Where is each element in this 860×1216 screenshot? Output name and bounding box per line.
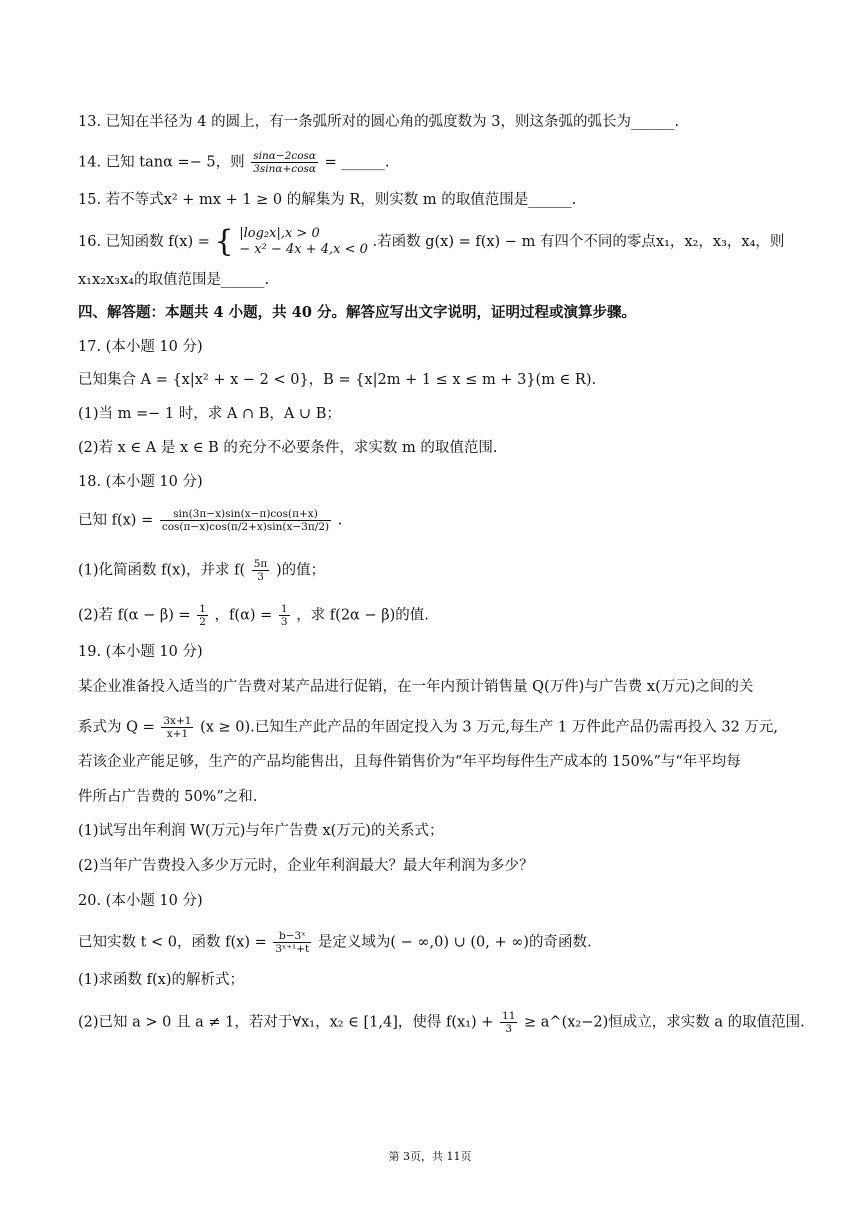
q18-part2: (2)若 f(α − β) = $\frac{1}{2}$ ，f(α) = $\frac{1}{3}$ ，求 f(2α − β)的值. bbox=[78, 603, 429, 628]
q14-fraction: $\frac{\sin\alpha-2\cos\alpha}{3\sin\alpha+\cos\alpha}$ bbox=[253, 150, 316, 175]
question-14: 14. 已知 tanα =− 5，则 $\frac{\sin\alpha-2\cos\alpha}{3\sin\alpha+\cos\alpha}$ = ______. bbox=[78, 150, 390, 175]
q19-part1: (1)试写出年利润 W(万元)与年广告费 x(万元)的关系式； bbox=[78, 823, 444, 839]
q18-fraction: $\frac{\sin(3\pi-x)\sin(x-\pi)\cos(\pi+x)}{\cos(\pi-x)\cos(\pi/2+x)\sin(x-3\pi/2)}$ bbox=[161, 508, 330, 533]
piecewise-cases: |log₂x|,x > 0 − x² − 4x + 4,x < 0 bbox=[239, 226, 368, 257]
q20-heading: 20. (本小题 10 分) bbox=[78, 893, 203, 909]
q20-part2: (2)已知 a > 0 且 a ≠ 1，若对于∀x₁，x₂ ∈ [1,4]，使得 f(x₁) + $\frac{11}{3}$ ≥ a^(x₂−2)恒成立，求实数 a 的取值范围. bbox=[78, 1010, 805, 1035]
q18-part1: (1)化简函数 f(x)，并求 f( $\frac{5\pi}{3}$ )的值； bbox=[78, 558, 326, 583]
question-15: 15. 若不等式x² + mx + 1 ≥ 0 的解集为 R，则实数 m 的取值范围是______. bbox=[78, 192, 577, 208]
question-16: 16. 已知函数 f(x) = { |log₂x|,x > 0 − x² − 4x + 4,x < 0 .若函数 g(x) = f(x) − m 有四个不同的零点x₁，x₂，x₃，x₄，则 bbox=[78, 224, 785, 259]
q17-part2: (2)若 x ∈ A 是 x ∈ B 的充分不必要条件，求实数 m 的取值范围. bbox=[78, 440, 498, 456]
section-4-heading: 四、解答题：本题共 4 小题，共 40 分。解答应写出文字说明，证明过程或演算步骤。 bbox=[78, 304, 636, 321]
q17-heading: 17. (本小题 10 分) bbox=[78, 339, 203, 355]
q19-line2: 系式为 Q = $\frac{3x+1}{x+1}$ (x ≥ 0).已知生产此产品的年固定投入为 3 万元,每生产 1 万件此产品仍需再投入 32 万元, bbox=[78, 715, 779, 740]
question-13: 13. 已知在半径为 4 的圆上，有一条弧所对的圆心角的弧度数为 3，则这条弧的弧长为______. bbox=[78, 114, 680, 130]
q17-part1: (1)当 m =− 1 时，求 A ∩ B，A ∪ B； bbox=[78, 406, 341, 422]
q20-part1: (1)求函数 f(x)的解析式； bbox=[78, 972, 245, 988]
q19-line1: 某企业准备投入适当的广告费对某产品进行促销，在一年内预计销售量 Q(万件)与广告费 x(万元)之间的关 bbox=[78, 679, 754, 695]
q18-stem: 已知 f(x) = $\frac{\sin(3\pi-x)\sin(x-\pi)\cos(\pi+x)}{\cos(\pi-x)\cos(\pi/2+x)\sin(x-3\pi/2)}$ . bbox=[78, 508, 343, 533]
q20-stem: 已知实数 t < 0，函数 f(x) = $\frac{\text{b−3ˣ}}{\text{3ˣ⁺¹+t}}$ 是定义域为( − ∞,0) ∪ (0, + ∞)的奇函数. bbox=[78, 930, 592, 955]
q17-stem: 已知集合 A = {x|x² + x − 2 < 0}，B = {x|2m + 1 ≤ x ≤ m + 3}(m ∈ R). bbox=[78, 372, 597, 388]
piecewise-brace: { bbox=[214, 224, 234, 259]
page-footer: 第 3页，共 11页 bbox=[388, 1150, 472, 1163]
q19-line4: 件所占广告费的 50%”之和. bbox=[78, 789, 258, 805]
q18-heading: 18. (本小题 10 分) bbox=[78, 474, 203, 490]
question-16-line2: x₁x₂x₃x₄的取值范围是______. bbox=[78, 272, 270, 288]
q19-heading: 19. (本小题 10 分) bbox=[78, 644, 203, 660]
q19-part2: (2)当年广告费投入多少万元时，企业年利润最大？最大年利润为多少？ bbox=[78, 858, 534, 874]
q19-line3: 若该企业产能足够，生产的产品均能售出，且每件销售价为“年平均每件生产成本的 150%”与“年平均每 bbox=[78, 754, 741, 770]
